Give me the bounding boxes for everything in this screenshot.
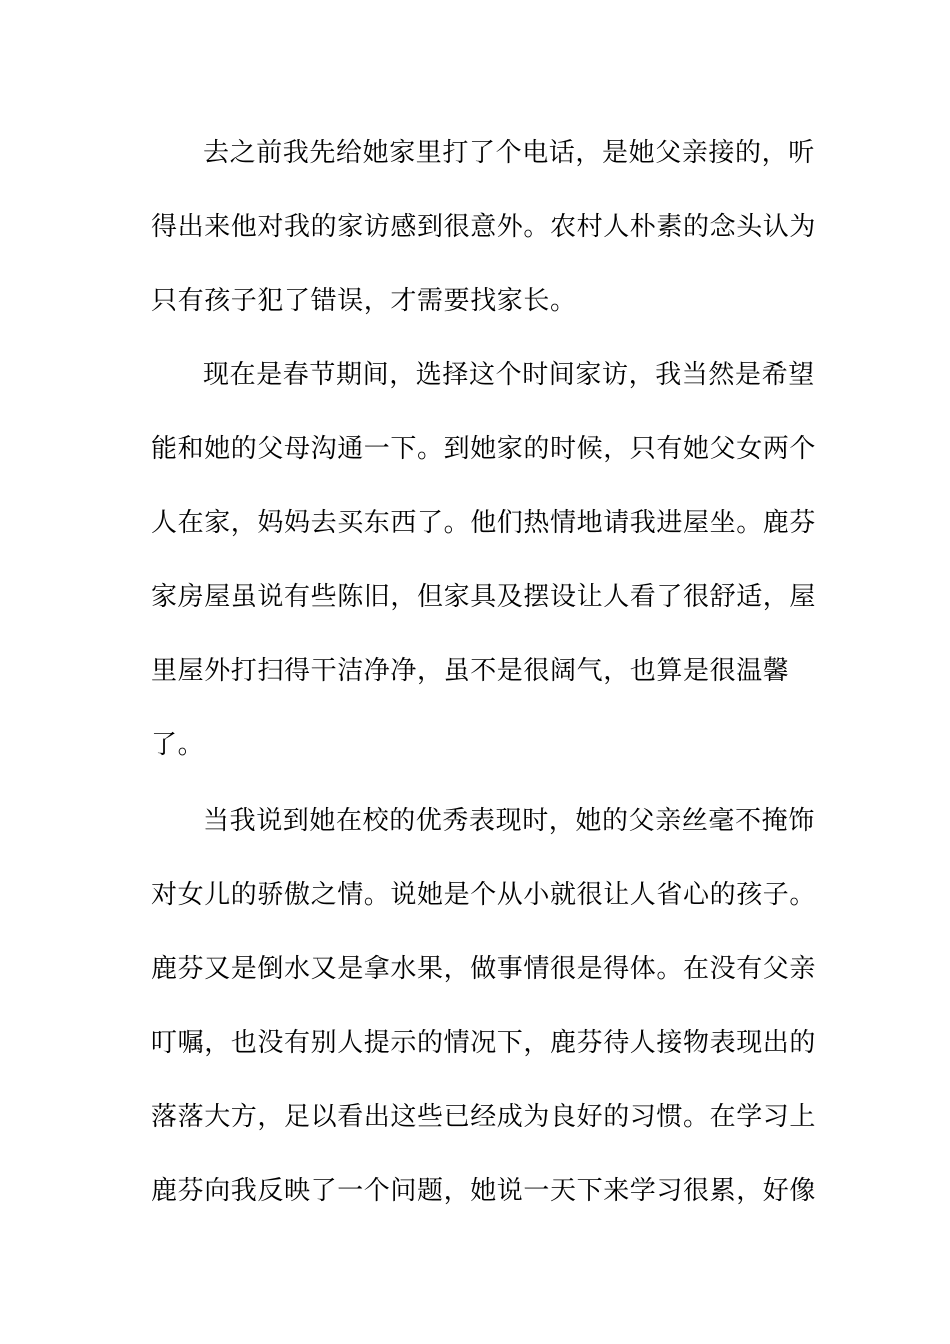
paragraph-3-line-2: 对女儿的骄傲之情。说她是个从小就很让人省心的孩子。 bbox=[151, 880, 817, 910]
paragraph-2-line-5: 里屋外打扫得干洁净净，虽不是很阔气，也算是很温馨 bbox=[151, 656, 790, 686]
paragraph-1-line-2: 得出来他对我的家访感到很意外。农村人朴素的念头认为 bbox=[151, 212, 817, 242]
paragraph-3-line-3: 鹿芬又是倒水又是拿水果，做事情很是得体。在没有父亲 bbox=[151, 954, 817, 984]
paragraph-3-line-5: 落落大方，足以看出这些已经成为良好的习惯。在学习上 bbox=[151, 1102, 817, 1132]
paragraph-3-line-4: 叮嘱，也没有别人提示的情况下，鹿芬待人接物表现出的 bbox=[151, 1028, 817, 1058]
paragraph-1-line-1: 去之前我先给她家里打了个电话，是她父亲接的，听 bbox=[203, 138, 815, 168]
paragraph-3-line-6: 鹿芬向我反映了一个问题，她说一天下来学习很累，好像 bbox=[151, 1176, 817, 1206]
paragraph-1-line-3: 只有孩子犯了错误，才需要找家长。 bbox=[151, 286, 577, 316]
paragraph-2-line-3: 人在家，妈妈去买东西了。他们热情地请我进屋坐。鹿芬 bbox=[151, 508, 817, 538]
paragraph-2-line-1: 现在是春节期间，选择这个时间家访，我当然是希望 bbox=[203, 360, 815, 390]
paragraph-2-line-6: 了。 bbox=[151, 730, 205, 760]
paragraph-3-line-1: 当我说到她在校的优秀表现时，她的父亲丝毫不掩饰 bbox=[203, 806, 815, 836]
paragraph-2-line-4: 家房屋虽说有些陈旧，但家具及摆设让人看了很舒适，屋 bbox=[151, 582, 817, 612]
paragraph-2-line-2: 能和她的父母沟通一下。到她家的时候，只有她父女两个 bbox=[151, 434, 817, 464]
